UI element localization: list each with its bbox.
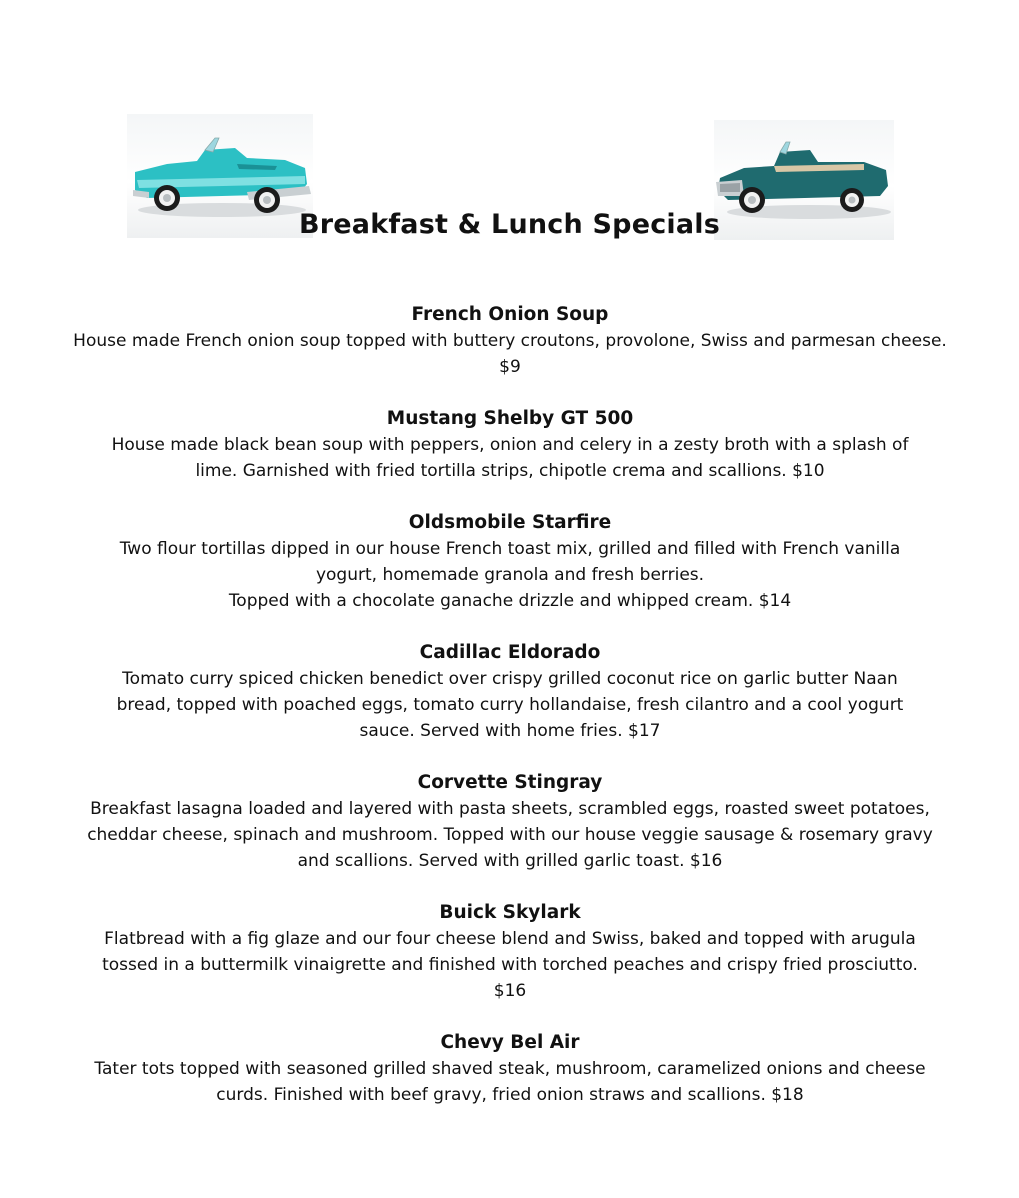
menu-item-name: Cadillac Eldorado: [419, 642, 601, 663]
menu-item-name: French Onion Soup: [411, 304, 609, 325]
menu-item: [60, 640, 960, 744]
menu-item-description: [60, 328, 960, 380]
menu-item-description-line: Flatbread with a fig glaze and our four cheese blend and Swiss, baked and topped with arugula: [104, 929, 916, 949]
menu-item: [60, 510, 960, 614]
menu-item-description: [60, 926, 960, 1004]
menu-item-description: [60, 1056, 960, 1108]
menu-item-name: Oldsmobile Starfire: [408, 512, 612, 533]
menu-item-name: Chevy Bel Air: [440, 1032, 580, 1053]
menu-item-name: Corvette Stingray: [417, 772, 603, 793]
menu-item: [60, 900, 960, 1004]
menu-item-description: [60, 432, 960, 484]
menu-item-description-line: sauce. Served with home fries. $17: [359, 721, 661, 741]
menu-item-description: [60, 796, 960, 874]
menu-item: [60, 770, 960, 874]
specials-menu-list: [60, 302, 960, 1134]
menu-item-description-line: and scallions. Served with grilled garlic toast. $16: [297, 851, 723, 871]
menu-item-description-line: House made French onion soup topped with buttery croutons, provolone, Swiss and parmesan cheese.: [73, 331, 947, 351]
menu-item-description: [60, 666, 960, 744]
menu-item: [60, 406, 960, 484]
menu-item-description-line: Breakfast lasagna loaded and layered with pasta sheets, scrambled eggs, roasted sweet potatoes,: [90, 799, 930, 819]
menu-item-description-line: Two flour tortillas dipped in our house French toast mix, grilled and filled with French vanilla: [119, 539, 901, 559]
menu-item-description-line: cheddar cheese, spinach and mushroom. Topped with our house veggie sausage & rosemary gravy: [87, 825, 933, 845]
menu-item-description-line: tossed in a buttermilk vinaigrette and finished with torched peaches and crispy fried prosciutto.: [102, 955, 918, 975]
menu-item-description-line: yogurt, homemade granola and fresh berries.: [315, 565, 705, 585]
menu-item-name: Buick Skylark: [439, 902, 581, 923]
page-title: Breakfast & Lunch Specials: [298, 209, 721, 240]
menu-item-description: [60, 536, 960, 614]
menu-item-description-line: $9: [499, 357, 521, 377]
menu-item-description-line: Tater tots topped with seasoned grilled shaved steak, mushroom, caramelized onions and cheese: [94, 1059, 926, 1079]
menu-item-description-line: curds. Finished with beef gravy, fried onion straws and scallions. $18: [216, 1085, 804, 1105]
menu-item-description-line: lime. Garnished with fried tortilla strips, chipotle crema and scallions. $10: [195, 461, 825, 481]
menu-item: [60, 1030, 960, 1108]
menu-item-description-line: Topped with a chocolate ganache drizzle and whipped cream. $14: [228, 591, 792, 611]
menu-item-description-line: $16: [493, 981, 527, 1001]
menu-item-description-line: bread, topped with poached eggs, tomato curry hollandaise, fresh cilantro and a cool yogurt: [116, 695, 904, 715]
menu-item-description-line: House made black bean soup with peppers, onion and celery in a zesty broth with a splash of: [111, 435, 909, 455]
menu-item-description-line: Tomato curry spiced chicken benedict over crispy grilled coconut rice on garlic butter Naan: [122, 669, 898, 689]
menu-item: [60, 302, 960, 380]
menu-item-name: Mustang Shelby GT 500: [386, 408, 634, 429]
